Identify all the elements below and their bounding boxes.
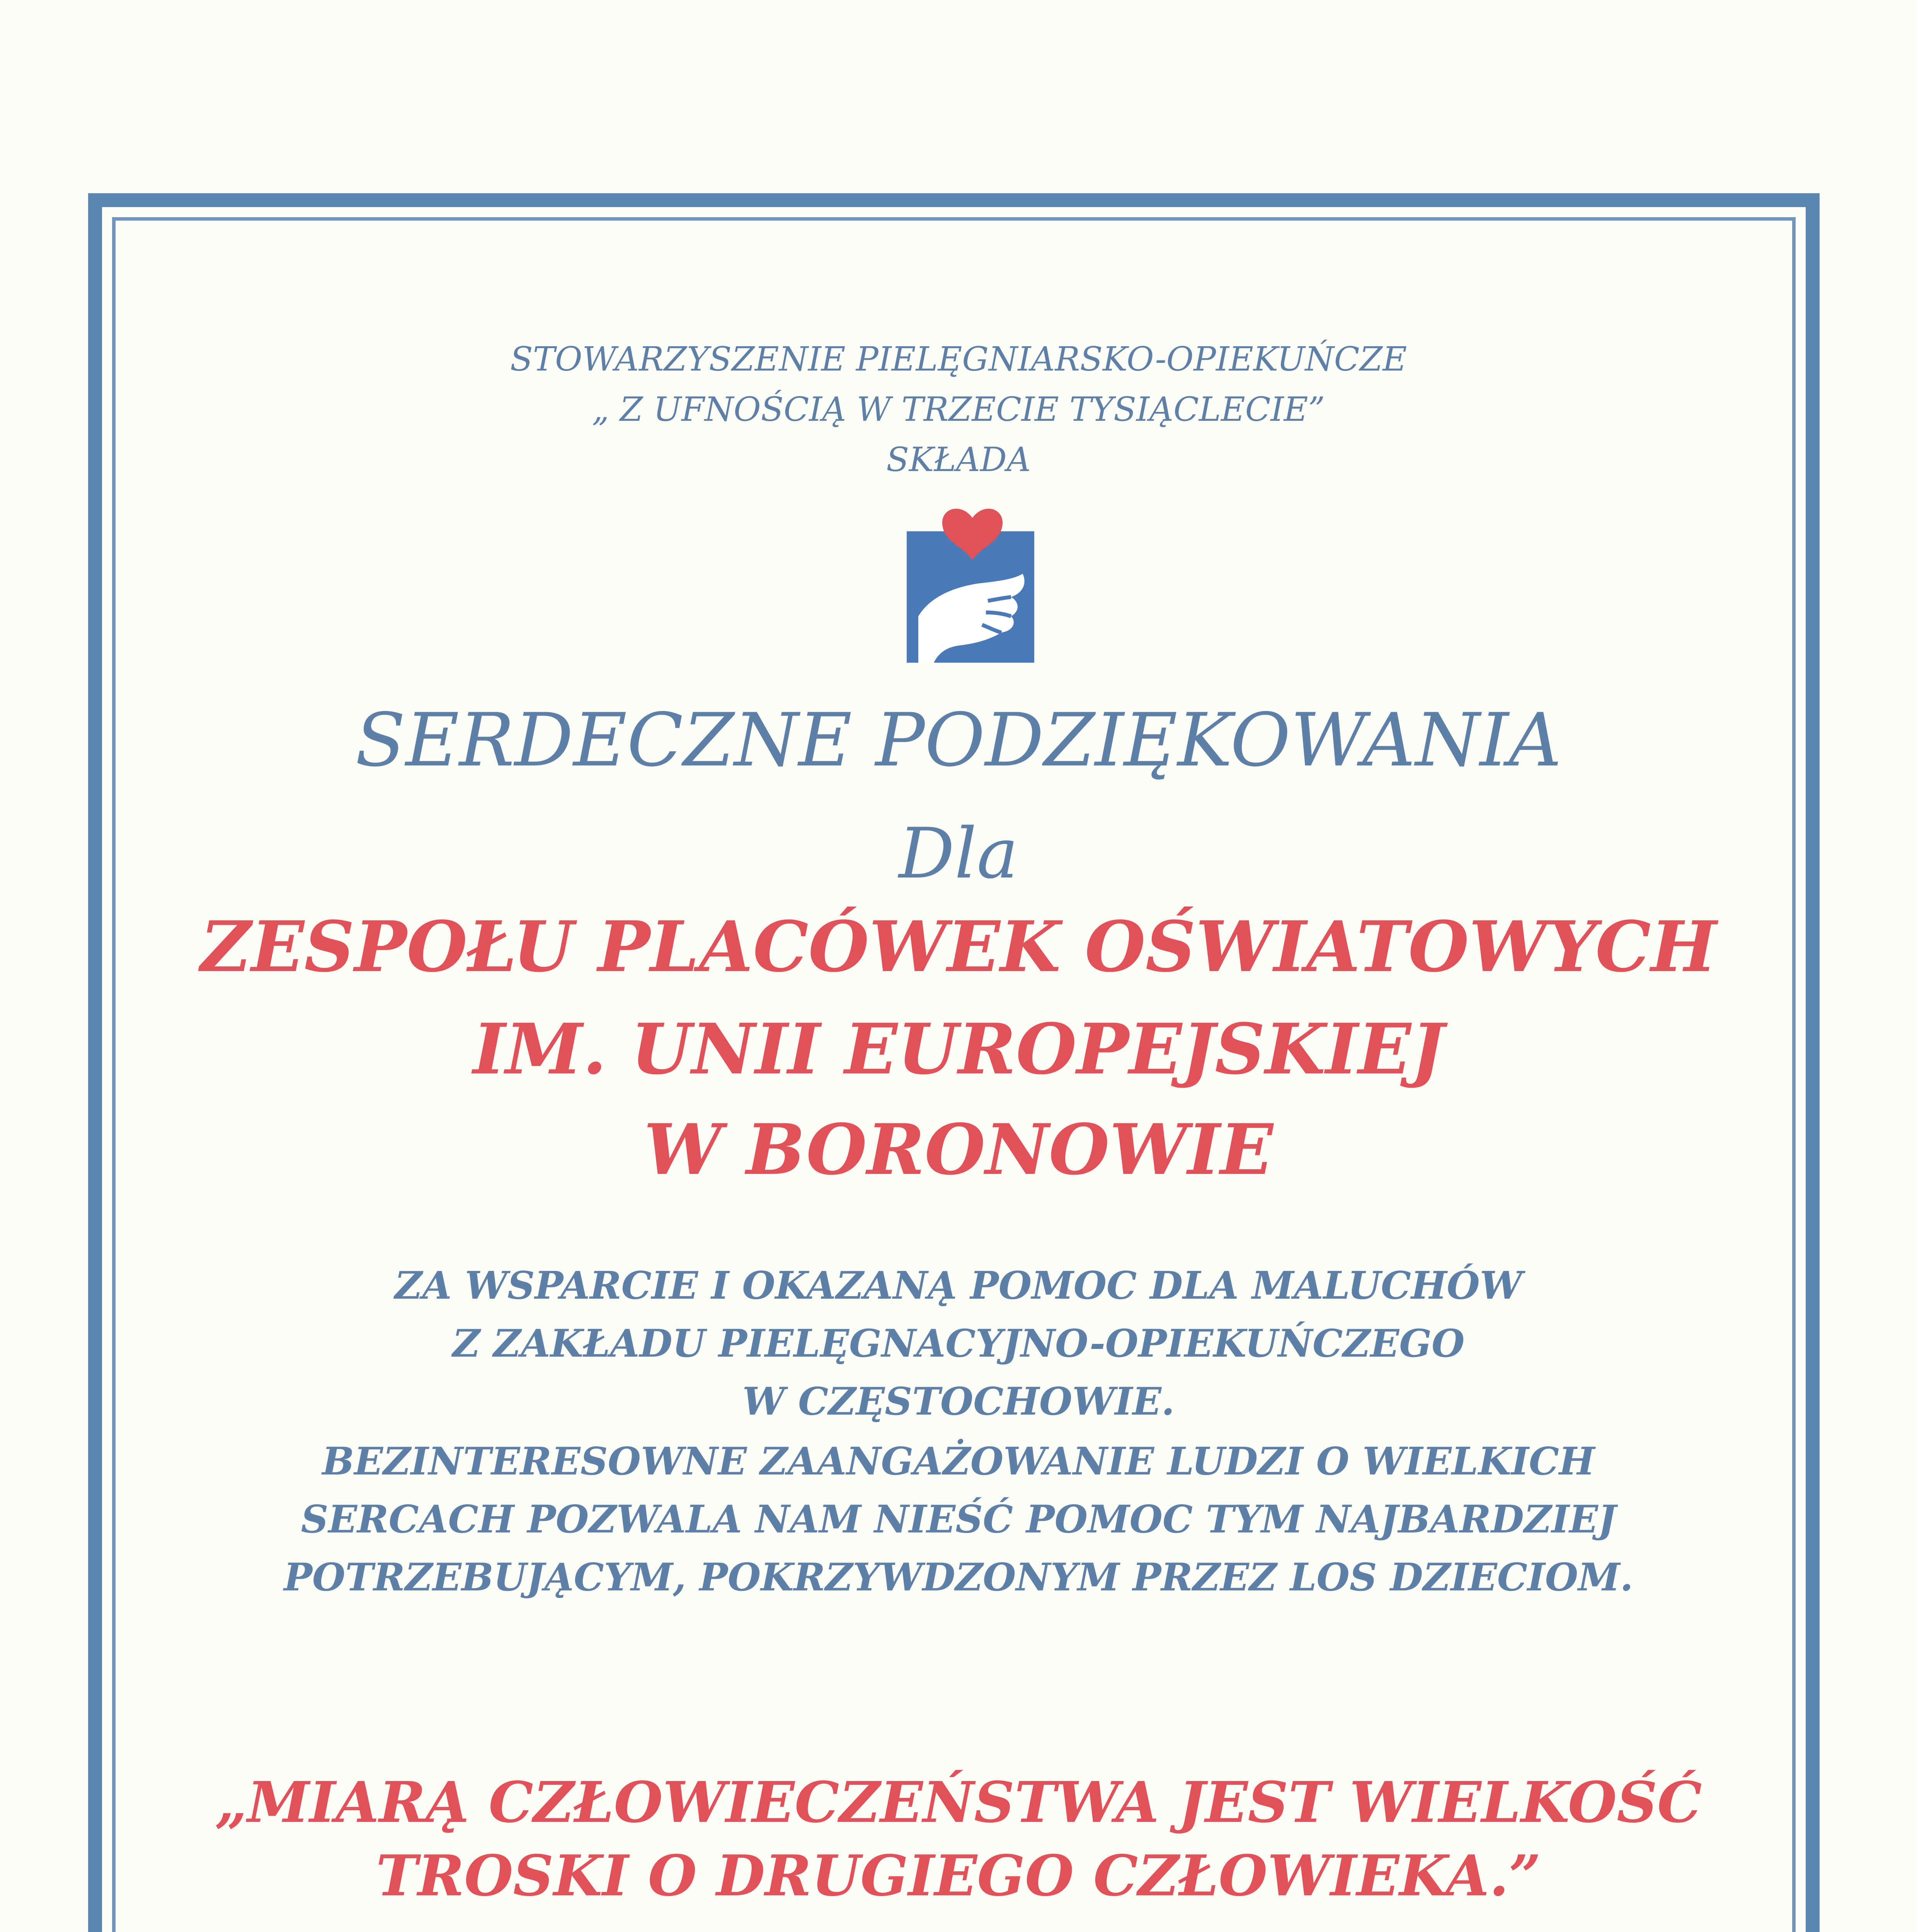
recipient-line1: ZESPOŁU PLACÓWEK OŚWIATOWYCH (200, 906, 1717, 988)
org-name-line1: STOWARZYSZENIE PIELĘGNIARSKO-OPIEKUŃCZE (510, 340, 1407, 379)
title-dla: Dla (899, 813, 1018, 894)
body-line: W CZĘSTOCHOWIE. (742, 1379, 1175, 1424)
title-main: SERDECZNE PODZIĘKOWANIA (355, 697, 1562, 783)
body-line: BEZINTERESOWNE ZAANGAŻOWANIE LUDZI O WIELKICH (322, 1439, 1595, 1484)
body-line: ZA WSPARCIE I OKAZANĄ POMOC DLA MALUCHÓW (395, 1264, 1522, 1308)
org-sklada-line: SKŁADA (886, 440, 1031, 479)
quote-line1: „MIARĄ CZŁOWIECZEŃSTWA JEST WIELKOŚĆ (215, 1770, 1702, 1835)
recipient-line3: W BORONOWIE (644, 1109, 1273, 1190)
body-line: POTRZEBUJĄCYM, POKRZYWDZONYM PRZEZ LOS DZIECIOM. (284, 1555, 1633, 1600)
quote-line2: TROSKI O DRUGIEGO CZŁOWIEKA.” (376, 1843, 1541, 1909)
body-line: SERCACH POZWALA NAM NIEŚĆ POMOC TYM NAJBARDZIEJ (301, 1497, 1616, 1542)
recipient-line2: IM. UNII EUROPEJSKIEJ (473, 1009, 1444, 1090)
heart-hand-logo-icon (907, 500, 1034, 663)
body-line: Z ZAKŁADU PIELĘGNACYJNO-OPIEKUŃCZEGO (452, 1321, 1465, 1366)
org-motto-line: „ Z UFNOŚCIĄ W TRZECIE TYSIĄCLECIE” (592, 390, 1325, 429)
